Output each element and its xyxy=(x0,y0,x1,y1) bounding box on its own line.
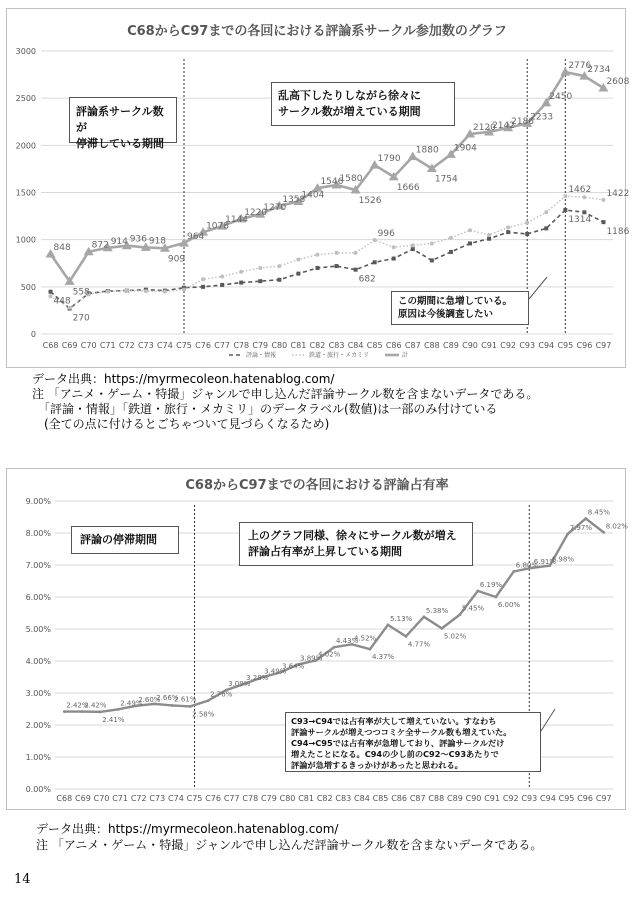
chart1-data-label-total: 1754 xyxy=(434,174,458,185)
chart2-data-label: 3.49% xyxy=(264,667,287,676)
chart1-xtick-label: C70 xyxy=(80,341,97,350)
chart1-point-hyouron xyxy=(487,237,491,241)
chart1-annot-sudden xyxy=(391,291,529,325)
chart1-point-tetsudo xyxy=(601,198,605,202)
chart1-point-hyouron xyxy=(430,258,434,262)
chart2-annot-stagnant-l1: 評論の停滞期間 xyxy=(80,533,157,546)
chart1-ytick-label: 1500 xyxy=(15,188,36,198)
chart1-xtick-label: C69 xyxy=(61,341,78,350)
chart2-xtick-label: C69 xyxy=(75,794,91,803)
chart2-point xyxy=(512,570,515,573)
chart2-point xyxy=(602,531,605,534)
chart2-xtick-label: C74 xyxy=(168,794,184,803)
notes2-source: データ出典：https://myrmecoleon.hatenablog.com/ xyxy=(36,822,339,836)
chart2-data-label: 5.02% xyxy=(443,632,467,641)
chart2-point xyxy=(99,710,102,713)
chart2-xtick-label: C85 xyxy=(372,794,389,803)
chart1-data-label-tetsudo: 1462 xyxy=(568,185,592,196)
chart1-point-hyouron xyxy=(296,272,300,276)
chart2-point xyxy=(333,646,336,649)
chart2-annot-rising-l1: 上のグラフ同様、徐々にサークル数が増え xyxy=(248,529,457,542)
chart2-data-label: 3.89% xyxy=(300,654,323,663)
chart2-data-label: 2.60% xyxy=(138,695,161,704)
notes1-note-labels: 「評論・情報」「鉄道・旅行・メカミリ」のデータラベル(数値)は一部のみ付けている xyxy=(32,402,498,416)
chart1-annot-sudden-l1: この期間に急増している。 xyxy=(398,296,513,307)
chart1-data-label-total: 1358 xyxy=(282,194,306,205)
chart1-xtick-label: C96 xyxy=(576,341,593,350)
chart1-data-label-total: 1666 xyxy=(396,182,420,193)
chart2-data-label: 2.76% xyxy=(210,690,233,699)
notes2-note: 注 「アニメ・ゲーム・特撮」ジャンルで申し込んだ評論サークル数を含まないデータである。 xyxy=(36,838,543,852)
chart2-xtick-label: C97 xyxy=(595,794,612,803)
chart1-xtick-label: C71 xyxy=(99,341,116,350)
chart1-data-label-total: 1404 xyxy=(301,190,325,201)
chart1-xtick-label: C92 xyxy=(500,341,517,350)
chart2-data-label: 4.52% xyxy=(353,634,377,643)
chart2-point xyxy=(81,710,84,713)
chart1-point-tetsudo xyxy=(392,245,396,249)
chart2-data-label: 3.64% xyxy=(282,662,305,671)
chart2-point xyxy=(189,705,192,708)
chart2-frame xyxy=(6,468,626,810)
chart1-data-label-hyouron: 270 xyxy=(72,313,90,324)
chart2-data-label: 2.42% xyxy=(84,701,107,710)
chart2-point xyxy=(566,533,569,536)
chart1-data-label-tetsudo: 996 xyxy=(377,229,395,240)
chart1-data-label-total: 2120 xyxy=(473,123,496,134)
chart2-data-label: 2.42% xyxy=(66,701,89,710)
chart1-data-label-total: 1790 xyxy=(377,154,401,165)
chart1-data-label-hyouron: 682 xyxy=(358,274,376,285)
chart1-data-label-total: 1880 xyxy=(415,145,439,156)
chart2-xtick-label: C88 xyxy=(428,794,445,803)
page-number: 14 xyxy=(14,872,31,887)
chart1-point-tetsudo xyxy=(49,294,53,298)
chart2-ytick-label: 9.00% xyxy=(25,497,51,506)
chart1-xtick-label: C90 xyxy=(462,341,478,350)
chart1-data-label-total: 2776 xyxy=(568,61,592,72)
chart1-point-tetsudo xyxy=(563,194,567,198)
chart2-data-label: 4.02% xyxy=(318,650,341,659)
chart2-ytick-label: 0.00% xyxy=(25,785,51,794)
chart2-data-label: 4.77% xyxy=(407,640,431,649)
chart1-point-tetsudo xyxy=(525,221,529,225)
chart1-point-tetsudo xyxy=(239,270,243,274)
chart1-point-tetsudo xyxy=(411,243,415,247)
chart1-xtick-label: C87 xyxy=(404,341,421,350)
chart1-xtick-label: C68 xyxy=(42,341,59,350)
chart1-point-tetsudo xyxy=(182,288,186,292)
chart2-title: C68からC97までの各回における評論占有率 xyxy=(185,478,449,493)
chart1-point-tetsudo xyxy=(277,264,281,268)
chart2-xtick-label: C90 xyxy=(465,794,482,803)
chart1-annot-sudden-l2: 原因は今後調査したい xyxy=(398,309,494,320)
chart2-xtick-label: C93 xyxy=(521,794,538,803)
chart1-ytick-label: 1000 xyxy=(15,235,36,245)
chart1-data-label-total: 914 xyxy=(110,236,128,247)
chart1-xtick-label: C84 xyxy=(347,341,364,350)
chart2-xtick-label: C75 xyxy=(186,794,203,803)
chart1-legend-label: 鉄道・旅行・メカミリ xyxy=(309,352,370,359)
chart1-xtick-label: C77 xyxy=(214,341,231,350)
chart1-point-tetsudo xyxy=(430,241,434,245)
chart1-point-hyouron xyxy=(525,232,529,236)
chart2-xtick-label: C70 xyxy=(93,794,110,803)
chart2-data-label: 2.61% xyxy=(174,695,197,704)
chart1-point-hyouron xyxy=(449,250,453,254)
chart1-point-tetsudo xyxy=(506,225,510,229)
chart2-point xyxy=(405,635,408,638)
chart1-point-tetsudo xyxy=(144,289,148,293)
chart1-point-tetsudo xyxy=(125,289,129,293)
chart2-data-label: 5.38% xyxy=(425,606,449,615)
chart2-xtick-label: C72 xyxy=(130,794,147,803)
chart1-xtick-label: C91 xyxy=(481,341,497,350)
chart1-point-hyouron xyxy=(544,226,548,230)
chart1-point-tetsudo xyxy=(544,210,548,214)
chart2-ytick-label: 6.00% xyxy=(25,593,51,602)
chart1-svg xyxy=(7,9,630,369)
chart1-xtick-label: C95 xyxy=(557,341,574,350)
chart1-data-label-tetsudo: 1422 xyxy=(606,188,630,199)
chart1-xtick-label: C72 xyxy=(118,341,135,350)
chart1-data-label-total: 1546 xyxy=(320,177,344,188)
chart2-ytick-label: 3.00% xyxy=(25,689,51,698)
chart2-annot-pointer xyxy=(541,709,555,731)
chart2-annot-sudden xyxy=(285,712,541,772)
chart2-annot-sudden-l1: C93→C94では占有率が大して増えていない。すなわち xyxy=(291,716,497,726)
chart1-data-label-hyouron: 1314 xyxy=(568,215,592,226)
chart1-annot-stagnant-l1: 評論系サークル数が xyxy=(76,105,164,134)
chart2-annot-sudden-l3: C94→C95では占有率が急増しており、評論サークルだけ xyxy=(291,738,505,748)
chart1-data-label-total: 848 xyxy=(53,243,71,254)
chart1-annot-rising-l1: 乱高下したりしながら徐々に xyxy=(278,89,421,102)
chart2-ytick-label: 8.00% xyxy=(25,529,51,538)
chart1-xtick-label: C86 xyxy=(385,341,402,350)
chart2-xtick-label: C94 xyxy=(540,794,556,803)
chart1-data-label-total: 2608 xyxy=(606,76,630,87)
chart2-data-label: 7.97% xyxy=(569,523,592,532)
chart1-ytick-label: 3000 xyxy=(15,47,36,56)
chart1-point-hyouron xyxy=(49,290,53,294)
chart2-data-label: 6.98% xyxy=(551,555,575,564)
chart2-annot-rising-l2: 評論占有率が上昇している期間 xyxy=(248,545,402,558)
notes1-source: データ出典：https://myrmecoleon.hatenablog.com/ xyxy=(32,372,335,386)
chart1-point-hyouron xyxy=(582,210,586,214)
chart1-data-label-hyouron: 1186 xyxy=(606,227,630,238)
chart2-annot-stagnant xyxy=(71,526,179,554)
chart2-data-label: 6.80% xyxy=(515,561,539,570)
chart2-annot-sudden-l5: 評論が急増するきっかけがあったと思われる。 xyxy=(291,760,463,770)
chart1-annot-pointer xyxy=(529,277,547,299)
chart1-annot-rising xyxy=(271,82,455,126)
chart2-data-label: 6.91% xyxy=(533,557,557,566)
chart1-data-label-total: 872 xyxy=(91,240,109,251)
chart1-legend-label: 計 xyxy=(402,352,409,359)
chart2-xtick-label: C71 xyxy=(112,794,128,803)
chart2-ytick-label: 2.00% xyxy=(25,721,51,730)
chart2-data-label: 3.28% xyxy=(246,674,269,683)
chart1-annot-rising-l2: サークル数が増えている期間 xyxy=(278,105,421,118)
chart2-xtick-label: C96 xyxy=(577,794,593,803)
chart1-legend-label: 評論・情報 xyxy=(246,352,277,359)
chart2-xtick-label: C91 xyxy=(484,794,500,803)
chart2-point xyxy=(476,590,479,593)
chart1-annot-stagnant xyxy=(69,97,177,150)
chart1-point-tetsudo xyxy=(582,195,586,199)
chart2-data-label: 2.41% xyxy=(102,715,125,724)
chart2-point xyxy=(171,704,174,707)
chart1-point-tetsudo xyxy=(335,251,339,255)
chart1-xtick-label: C89 xyxy=(443,341,459,350)
chart1-ytick-label: 500 xyxy=(20,282,36,292)
chart1-point-hyouron xyxy=(563,208,567,212)
chart1-point-tetsudo xyxy=(449,236,453,240)
chart2-xtick-label: C86 xyxy=(391,794,407,803)
chart2-xtick-label: C77 xyxy=(223,794,240,803)
chart2-data-label: 8.02% xyxy=(605,522,628,531)
chart1-xtick-label: C79 xyxy=(252,341,269,350)
chart1-data-label-hyouron: 448 xyxy=(53,296,71,307)
chart1-xtick-label: C85 xyxy=(366,341,383,350)
chart1-data-label-total: 2186 xyxy=(511,116,535,127)
chart2-data-label: 2.58% xyxy=(192,710,215,719)
chart1-data-label-total: 1078 xyxy=(206,221,229,232)
chart1-xtick-label: C74 xyxy=(157,341,173,350)
chart1-data-label-total: 964 xyxy=(187,232,205,243)
chart2-annot-sudden-l4: 増えたことになる。C94の少し前のC92～C93あたりで xyxy=(291,749,499,759)
chart1-point-hyouron xyxy=(277,278,281,282)
chart2-ytick-label: 5.00% xyxy=(25,625,51,634)
chart1-point-tetsudo xyxy=(220,274,224,278)
chart2-point xyxy=(117,708,120,711)
chart1-point-hyouron xyxy=(220,283,224,287)
chart1-point-hyouron xyxy=(468,241,472,245)
chart1-point-tetsudo xyxy=(258,266,262,270)
chart1-data-label-total: 1904 xyxy=(453,143,477,154)
chart1-point-tetsudo xyxy=(296,257,300,261)
chart2-annot-rising xyxy=(239,522,473,566)
chart2-data-label: 2.66% xyxy=(156,693,179,702)
chart1-data-label-total: 936 xyxy=(129,234,147,245)
chart1-xtick-label: C75 xyxy=(176,341,192,350)
chart2-point xyxy=(458,613,461,616)
chart2-point xyxy=(369,648,372,651)
chart1-point-tetsudo xyxy=(106,290,110,294)
chart2-point xyxy=(494,596,497,599)
chart1-point-hyouron xyxy=(601,220,605,224)
chart1-data-label-total: 1220 xyxy=(244,207,268,218)
chart1-point-tetsudo xyxy=(373,238,377,242)
chart1-data-label-total: 1144 xyxy=(225,215,249,226)
chart1-point-tetsudo xyxy=(163,290,167,294)
chart1-data-label-total: 1526 xyxy=(358,196,382,207)
chart1-point-hyouron xyxy=(373,260,377,264)
chart1-ytick-label: 2500 xyxy=(15,94,36,104)
chart1-point-hyouron xyxy=(258,279,262,283)
chart1-xtick-label: C88 xyxy=(423,341,440,350)
chart1-point-hyouron xyxy=(335,264,339,268)
chart1-ytick-label: 0 xyxy=(30,330,36,339)
chart2-data-label: 6.00% xyxy=(497,601,521,609)
chart2-xtick-label: C76 xyxy=(205,794,221,803)
chart1-data-label-total: 1270 xyxy=(263,203,287,214)
chart2-data-label: 2.49% xyxy=(120,699,143,708)
chart1-point-hyouron xyxy=(392,257,396,261)
chart2-data-label: 3.09% xyxy=(228,680,251,689)
chart2-point xyxy=(423,615,426,618)
chart1-point-hyouron xyxy=(239,281,243,285)
chart1-xtick-label: C80 xyxy=(271,341,288,350)
chart2-xtick-label: C95 xyxy=(558,794,575,803)
notes1-note-reason: (全ての点に付けるとごちゃついて見づらくなるため) xyxy=(32,417,330,431)
chart1-xtick-label: C73 xyxy=(137,341,154,350)
chart2-xtick-label: C79 xyxy=(261,794,277,803)
chart1-point-hyouron xyxy=(411,247,415,251)
chart1-data-label-total: 2142 xyxy=(492,120,515,131)
chart2-xtick-label: C81 xyxy=(298,794,314,803)
chart2-ytick-label: 4.00% xyxy=(25,657,51,666)
chart1-annot-stagnant-l2: 停滞している期間 xyxy=(76,137,164,150)
chart1-point-tetsudo xyxy=(354,251,358,255)
chart2-data-label: 8.45% xyxy=(587,508,610,517)
chart2-xtick-label: C78 xyxy=(242,794,259,803)
chart2-xtick-label: C83 xyxy=(335,794,352,803)
chart2-xtick-label: C87 xyxy=(409,794,426,803)
chart2-data-label: 5.45% xyxy=(461,604,485,613)
chart1-point-hyouron xyxy=(506,230,510,234)
chart1-frame xyxy=(6,8,630,368)
notes1-note: 注 「アニメ・ゲーム・特撮」ジャンルで申し込んだ評論サークル数を含まないデータである。 xyxy=(32,387,539,401)
chart2-data-label: 6.19% xyxy=(479,580,503,589)
chart1-data-label-total: 558 xyxy=(72,287,90,298)
chart1-title: C68からC97までの各回における評論系サークル参加数のグラフ xyxy=(127,24,507,39)
chart2-point xyxy=(584,517,587,520)
chart1-xtick-label: C78 xyxy=(233,341,250,350)
chart1-point-hyouron xyxy=(354,268,358,272)
chart1-point-tetsudo xyxy=(487,233,491,237)
chart1-xtick-label: C83 xyxy=(328,341,345,350)
chart2-xtick-label: C89 xyxy=(447,794,463,803)
chart1-xtick-label: C81 xyxy=(290,341,307,350)
chart1-xtick-label: C93 xyxy=(519,341,536,350)
chart2-annot-sudden-l2: 評論サークルが増えつつコミケ全サークル数も増えていた。 xyxy=(291,727,512,737)
chart2-xtick-label: C68 xyxy=(56,794,73,803)
chart2-point xyxy=(207,699,210,702)
chart2-data-label: 4.43% xyxy=(336,637,359,646)
chart2-point xyxy=(63,710,66,713)
chart2-xtick-label: C84 xyxy=(354,794,370,803)
chart2-ytick-label: 1.00% xyxy=(25,753,51,762)
chart1-point-tetsudo xyxy=(468,228,472,232)
chart1-ytick-label: 2000 xyxy=(15,141,36,151)
chart1-data-label-total: 2450 xyxy=(549,91,573,102)
chart1-xtick-label: C76 xyxy=(195,341,211,350)
chart1-data-label-total: 1580 xyxy=(339,173,363,184)
chart2-xtick-label: C92 xyxy=(502,794,519,803)
chart2-data-label: 4.37% xyxy=(371,653,395,662)
chart1-data-label-total: 909 xyxy=(167,254,186,265)
chart2-ytick-label: 7.00% xyxy=(25,561,51,570)
chart1-point-hyouron xyxy=(201,285,205,289)
chart1-xtick-label: C97 xyxy=(595,341,612,350)
chart2-xtick-label: C80 xyxy=(279,794,296,803)
chart1-xtick-label: C82 xyxy=(309,341,326,350)
chart1-point-tetsudo xyxy=(315,253,319,257)
chart2-xtick-label: C82 xyxy=(316,794,333,803)
chart1-data-label-total: 2734 xyxy=(587,65,611,76)
chart1-data-label-total: 2233 xyxy=(530,112,554,123)
chart2-data-label: 5.13% xyxy=(389,614,413,623)
chart1-point-hyouron xyxy=(315,266,319,270)
chart1-point-tetsudo xyxy=(201,277,205,281)
chart2-point xyxy=(440,627,443,630)
chart2-xtick-label: C73 xyxy=(149,794,166,803)
chart1-xtick-label: C94 xyxy=(538,341,555,350)
chart1-data-label-total: 918 xyxy=(148,236,167,247)
chart2-point xyxy=(387,623,390,626)
